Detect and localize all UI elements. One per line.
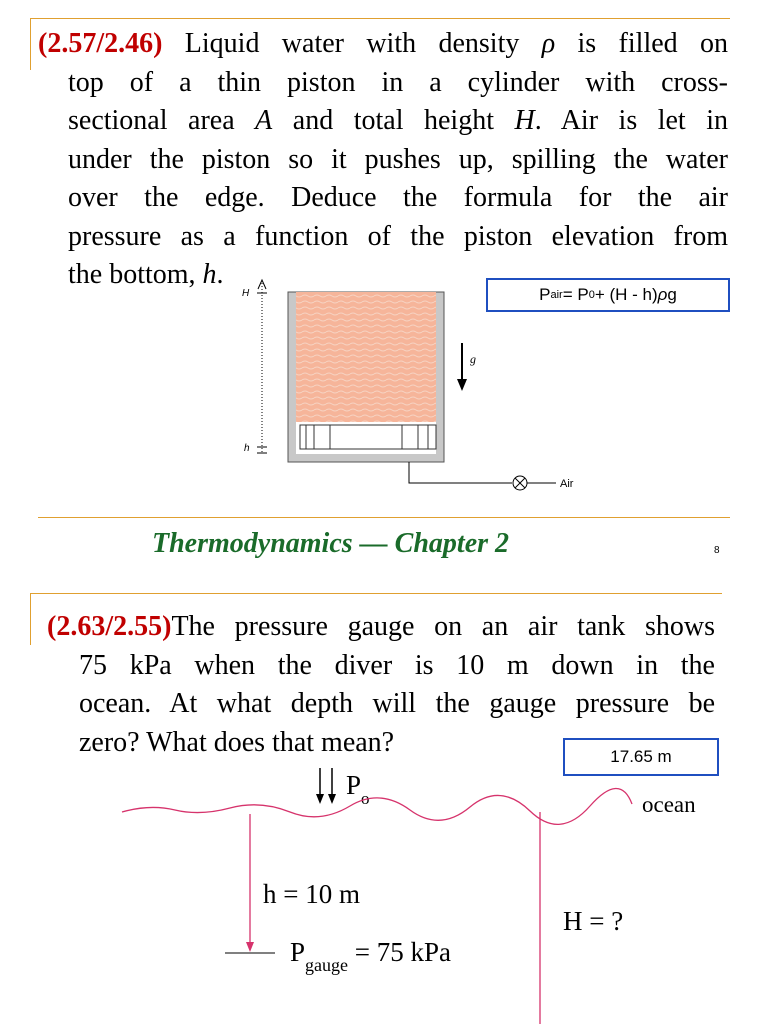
page-number: 8 — [714, 545, 720, 556]
pgauge-label: $P_{gauge} = 75$ kPa — [290, 937, 451, 975]
ocean-label: ocean — [642, 792, 696, 817]
height-h-label: h — [244, 443, 250, 454]
piston-diagram — [230, 275, 590, 495]
air-label: Air — [560, 478, 574, 490]
problem-1-line-7: the bottom, h. — [68, 259, 224, 290]
air-pipe — [409, 462, 512, 483]
gravity-arrow-head — [457, 379, 467, 391]
p0-arrow-right-head — [328, 794, 336, 804]
depth-arrow-head — [246, 942, 254, 952]
problem-1-line-1: (2.57/2.46) Liquid water with density ρ is filled on — [38, 28, 728, 59]
problem-1-line-2: top of a thin piston in a cylinder with cross- — [68, 66, 728, 98]
top-rule — [30, 18, 730, 19]
p0-arrow-left-head — [316, 794, 324, 804]
problem-2-line-3: ocean. At what depth will the gauge pressure be — [79, 688, 715, 719]
height-arrow-head — [258, 280, 266, 289]
H-equation: H = ? — [563, 906, 624, 936]
problem-2-line-4: zero? What does that mean? — [79, 726, 395, 758]
p0-label: $P_o$ — [346, 770, 370, 808]
problem-1-text — [38, 25, 728, 295]
problem-2-line-1: (2.63/2.55)The pressure gauge on an air tank shows — [47, 611, 715, 642]
gravity-g-label: g — [470, 352, 476, 366]
answer-box-1: P air = P 0 + (H - h) ρ g — [486, 278, 730, 312]
height-H-label: H — [242, 288, 250, 299]
problem-1-line-5: over the edge. Deduce the formula for the air — [68, 182, 728, 213]
bottom-left-rule — [30, 593, 31, 645]
problem-1-line-4: under the piston so it pushes up, spilling the water — [68, 143, 728, 175]
answer-box-2: 17.65 m — [563, 738, 719, 776]
problem-2-line-2: 75 kPa when the diver is 10 m down in the — [79, 649, 715, 681]
ocean-diagram — [0, 760, 768, 1024]
problem-1-number: (2.57/2.46) — [38, 28, 163, 59]
problem-1-line-3: sectional area A and total height H. Air is let in — [68, 105, 728, 136]
water — [296, 292, 436, 422]
top-left-rule — [30, 18, 31, 70]
piston — [300, 425, 436, 449]
problem-1-line-6: pressure as a function of the piston elevation from — [68, 220, 728, 252]
h-equation: h = 10 m — [263, 879, 360, 909]
bottom-top-rule — [30, 593, 722, 594]
footer-title: Thermodynamics — Chapter 2 — [152, 528, 510, 559]
footer-rule — [38, 517, 730, 518]
ocean-surface — [122, 788, 632, 824]
problem-2-number: (2.63/2.55) — [47, 611, 172, 642]
